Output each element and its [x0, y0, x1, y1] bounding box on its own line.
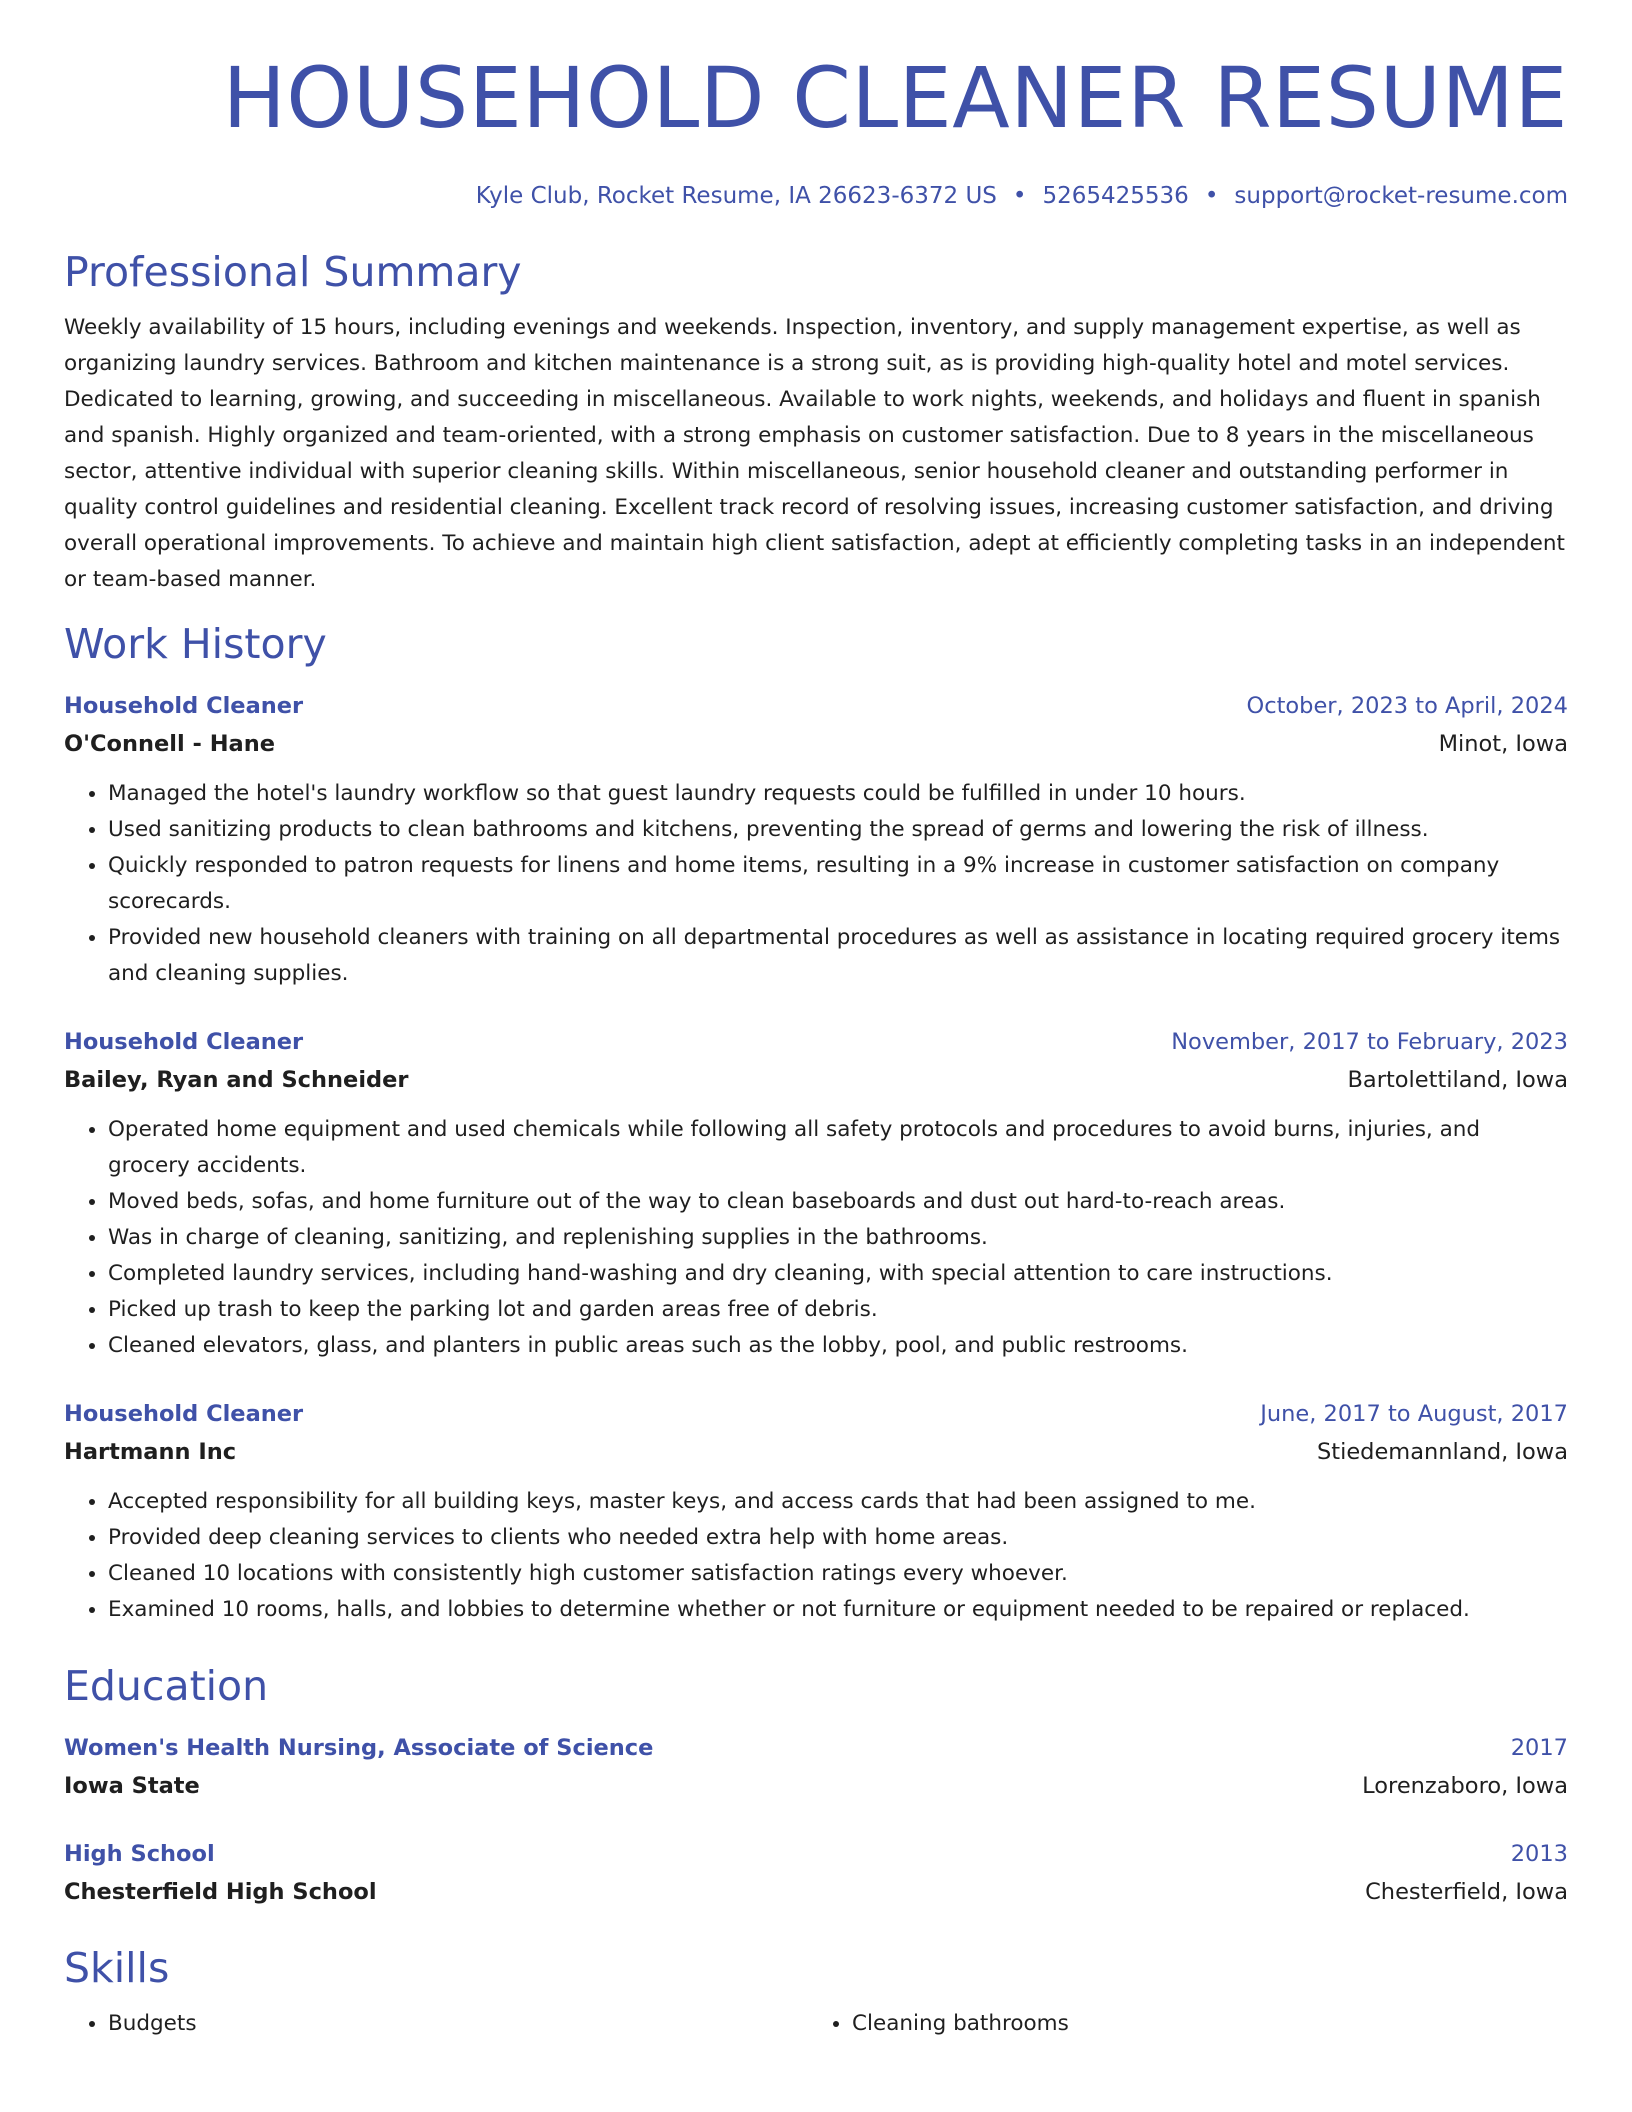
contact-separator: •: [1012, 183, 1027, 209]
job-company: Hartmann Inc: [64, 1439, 237, 1465]
education-location: Lorenzaboro, Iowa: [1362, 1773, 1568, 1799]
job-bullet: • Completed laundry services, including hand-washing and dry cleaning, with special attention to care instructions.: [108, 1256, 1568, 1292]
job-company: O'Connell - Hane: [64, 731, 276, 757]
job-location: Stiedemannland, Iowa: [1316, 1439, 1568, 1465]
job-company: Bailey, Ryan and Schneider: [64, 1067, 409, 1093]
education-heading: Education: [64, 1662, 269, 1710]
job-entry: [64, 1024, 1568, 1364]
job-bullet: • Examined 10 rooms, halls, and lobbies to determine whether or not furniture or equipment needed to be repaired or replaced.: [108, 1592, 1568, 1628]
job-bullet: • Accepted responsibility for all building keys, master keys, and access cards that had been assigned to me.: [108, 1484, 1568, 1520]
job-bullet: • Was in charge of cleaning, sanitizing, and replenishing supplies in the bathrooms.: [108, 1220, 1568, 1256]
skills-column-1: [64, 2006, 808, 2042]
work-history-heading: Work History: [64, 620, 327, 668]
education-year: 2017: [1510, 1735, 1568, 1761]
education-entry: [64, 1730, 1568, 1806]
job-bullet: • Provided deep cleaning services to clients who needed extra help with home areas.: [108, 1520, 1568, 1556]
job-bullet: • Used sanitizing products to clean bathrooms and kitchens, preventing the spread of germs and lowering the risk of illness.: [108, 812, 1568, 848]
job-bullet: • Provided new household cleaners with training on all departmental procedures as well as assistance in locating required grocery items and cleaning supplies.: [108, 920, 1568, 992]
job-bullets: [64, 1112, 1568, 1364]
job-role: Household Cleaner: [64, 1029, 304, 1055]
job-location: Bartolettiland, Iowa: [1347, 1067, 1568, 1093]
job-bullets: [64, 1484, 1568, 1628]
job-dates: October, 2023 to April, 2024: [1246, 693, 1568, 719]
job-bullet: • Cleaned 10 locations with consistently high customer satisfaction ratings every whoever.: [108, 1556, 1568, 1592]
job-bullet: • Cleaned elevators, glass, and planters in public areas such as the lobby, pool, and public restrooms.: [108, 1328, 1568, 1364]
job-role: Household Cleaner: [64, 1401, 304, 1427]
job-entry: [64, 1396, 1568, 1628]
contact-separator: •: [1204, 183, 1219, 209]
education-location: Chesterfield, Iowa: [1365, 1879, 1568, 1905]
job-bullet: • Quickly responded to patron requests for linens and home items, resulting in a 9% increase in customer satisfaction on company scorecards.: [108, 848, 1568, 920]
education-entry: [64, 1836, 1568, 1912]
job-bullets: [64, 776, 1568, 992]
contact-email: support@rocket-resume.com: [1234, 183, 1568, 209]
job-role: Household Cleaner: [64, 693, 304, 719]
contact-address: Kyle Club, Rocket Resume, IA 26623-6372 US: [475, 183, 997, 209]
job-bullet: • Picked up trash to keep the parking lot and garden areas free of debris.: [108, 1292, 1568, 1328]
skill-item: • Budgets: [108, 2006, 808, 2042]
education-degree: High School: [64, 1841, 215, 1867]
job-bullet: • Moved beds, sofas, and home furniture out of the way to clean baseboards and dust out hard-to-reach areas.: [108, 1184, 1568, 1220]
resume-page: [64, 44, 1568, 2042]
contact-line: [64, 180, 1568, 212]
job-entry: [64, 688, 1568, 992]
job-dates: June, 2017 to August, 2017: [1260, 1401, 1568, 1427]
job-location: Minot, Iowa: [1438, 731, 1568, 757]
education-school: Iowa State: [64, 1773, 200, 1799]
job-dates: November, 2017 to February, 2023: [1171, 1029, 1568, 1055]
skill-item: • Cleaning bathrooms: [852, 2006, 1552, 2042]
skills-list: [64, 2006, 1568, 2042]
job-bullet: • Managed the hotel's laundry workflow so that guest laundry requests could be fulfilled in under 10 hours.: [108, 776, 1568, 812]
summary-heading: Professional Summary: [64, 248, 522, 296]
summary-text: Weekly availability of 15 hours, including evenings and weekends. Inspection, inventory, and supply management expertise, as well as organizing laundry services. Bathroom and kitchen maintenance is a strong suit, as is providing high-quality hotel and motel services. Dedicated to learning, growing, and succeeding in miscellaneous. Available to work nights, weekends, and holidays and fluent in spanish and spanish. Highly organized and team-oriented, with a strong emphasis on customer satisfaction. Due to 8 years in the miscellaneous sector, attentive individual with superior cleaning skills. Within miscellaneous, senior household cleaner and outstanding performer in quality control guidelines and residential cleaning. Excellent track record of resolving issues, increasing customer satisfaction, and driving overall operational improvements. To achieve and maintain high client satisfaction, adept at efficiently completing tasks in an independent or team-based manner.: [64, 315, 1565, 592]
education-school: Chesterfield High School: [64, 1879, 377, 1905]
resume-title: HOUSEHOLD CLEANER RESUME: [222, 49, 1568, 147]
job-bullet: • Operated home equipment and used chemicals while following all safety protocols and procedures to avoid burns, injuries, and grocery accidents.: [108, 1112, 1568, 1184]
contact-phone: 5265425536: [1042, 183, 1189, 209]
education-degree: Women's Health Nursing, Associate of Science: [64, 1735, 654, 1761]
education-year: 2013: [1510, 1841, 1568, 1867]
skills-column-2: [808, 2006, 1552, 2042]
skills-heading: Skills: [64, 1944, 170, 1992]
